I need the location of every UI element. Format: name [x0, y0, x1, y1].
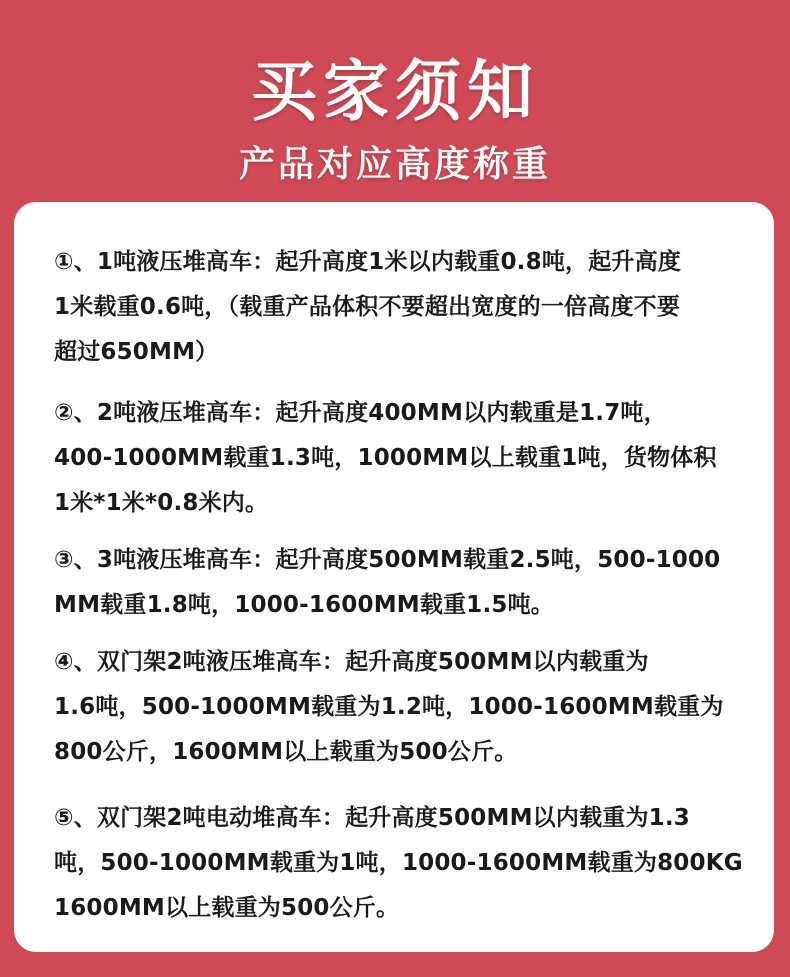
notice-item-3 — [54, 538, 764, 628]
notice-item-3-line-2: MM载重1.8吨，1000-1600MM载重1.5吨。 — [54, 592, 555, 618]
notice-item-4 — [54, 640, 764, 775]
notice-item-5-line-3: 1600MM以上载重为500公斤。 — [54, 895, 400, 921]
notice-item-1-line-3: 超过650MM） — [54, 339, 219, 365]
page-subtitle: 产品对应高度称重 — [238, 144, 551, 185]
notice-item-1 — [54, 240, 764, 375]
notice-item-5-line-2: 吨，500-1000MM载重为1吨，1000-1600MM载重为800KG — [54, 850, 743, 876]
notice-item-4-line-1: ④、双门架2吨液压堆高车：起升高度500MM以内载重为 — [54, 649, 649, 675]
notice-item-5-line-1: ⑤、双门架2吨电动堆高车：起升高度500MM以内载重为1.3 — [54, 805, 691, 831]
notice-item-5 — [54, 796, 764, 931]
notice-item-2-line-2: 400-1000MM载重1.3吨，1000MM以上载重1吨，货物体积 — [54, 445, 717, 471]
notice-item-2-line-3: 1米*1米*0.8米内。 — [54, 490, 269, 516]
notice-item-2 — [54, 391, 764, 526]
page-title: 买家须知 — [251, 53, 539, 130]
notice-item-3-line-1: ③、3吨液压堆高车：起升高度500MM载重2.5吨，500-1000 — [54, 547, 721, 573]
notice-item-2-line-1: ②、2吨液压堆高车：起升高度400MM以内载重是1.7吨， — [54, 400, 667, 426]
notice-item-1-line-2: 1米载重0.6吨，（载重产品体积不要超出宽度的一倍高度不要 — [54, 294, 681, 320]
notice-item-4-line-3: 800公斤，1600MM以上载重为500公斤。 — [54, 739, 518, 765]
notice-item-1-line-1: ①、1吨液压堆高车：起升高度1米以内载重0.8吨，起升高度 — [54, 249, 682, 275]
notice-item-4-line-2: 1.6吨，500-1000MM载重为1.2吨，1000-1600MM载重为 — [54, 694, 724, 720]
